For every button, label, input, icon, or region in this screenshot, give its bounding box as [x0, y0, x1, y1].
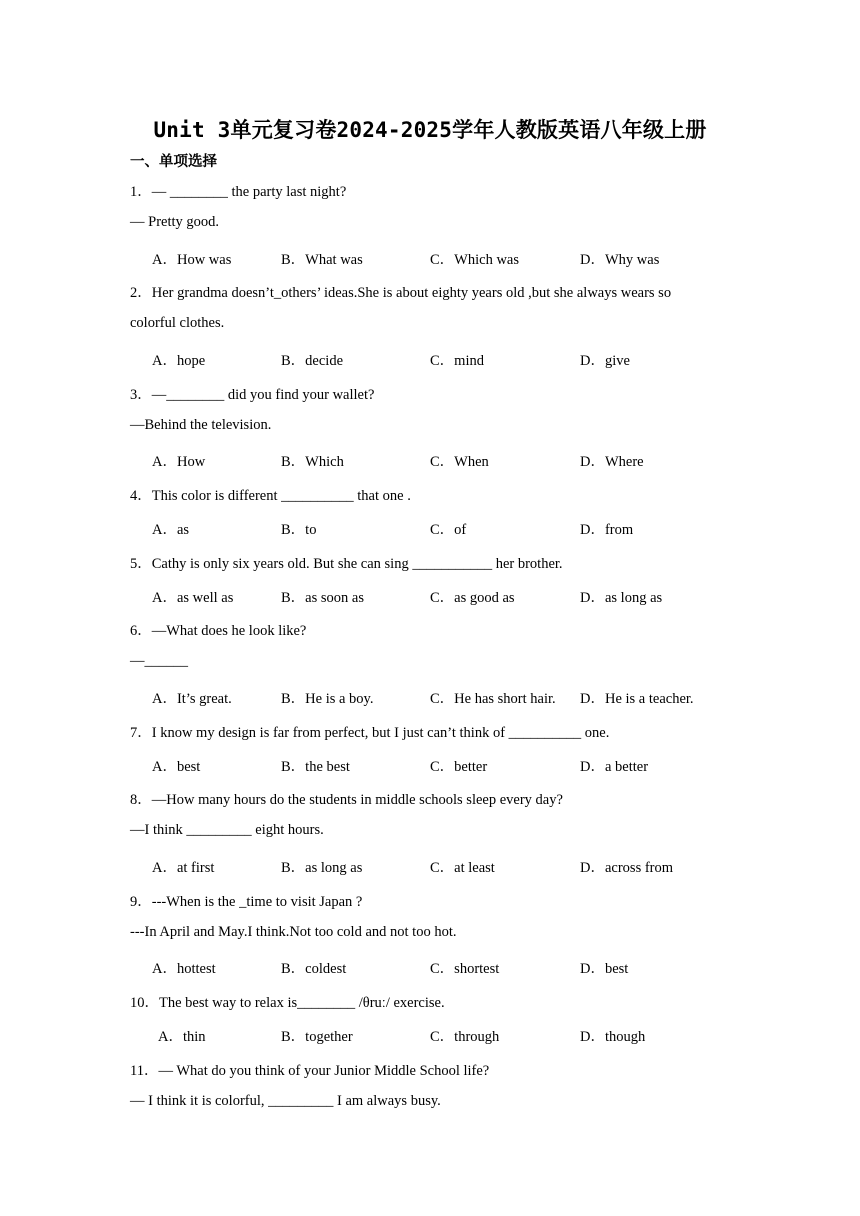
question-stem: 9．---When is the _time to visit Japan ? — [130, 893, 363, 910]
answer-option: B．What was — [281, 251, 363, 268]
question-stem: 4．This color is different __________ that one . — [130, 488, 411, 505]
answer-option: B．the best — [281, 758, 350, 775]
answer-option: C．When — [430, 454, 489, 471]
page-title: Unit 3单元复习卷2024-2025学年人教版英语八年级上册 — [153, 118, 707, 142]
question-line: — I think it is colorful, _________ I am always busy. — [130, 1092, 441, 1109]
question-stem: 1．— ________ the party last night? — [130, 184, 347, 200]
answer-option: A．How was — [152, 251, 232, 268]
answer-option: C．better — [430, 758, 488, 775]
answer-option: A．hope — [152, 353, 206, 369]
question-stem: 6．—What does he look like? — [130, 623, 307, 640]
question-stem: 3．—________ did you find your wallet? — [130, 386, 375, 403]
answer-option: A．hottest — [152, 961, 216, 978]
question-line: —I think _________ eight hours. — [130, 822, 324, 839]
question-line: —______ — [130, 653, 188, 670]
answer-option: C．at least — [430, 860, 495, 876]
question-stem: 5．Cathy is only six years old. But she can sing ___________ her brother. — [130, 555, 563, 572]
answer-option: D．from — [580, 522, 634, 538]
question-line: —Behind the television. — [130, 416, 272, 433]
question-line: colorful clothes. — [130, 315, 225, 332]
answer-option: C．He has short hair. — [430, 691, 556, 707]
question-stem: 8．—How many hours do the students in middle schools sleep every day? — [130, 792, 563, 809]
answer-option: B．He is a boy. — [281, 691, 374, 707]
answer-option: B．Which — [281, 454, 344, 471]
section-heading: 一、单项选择 — [130, 154, 217, 170]
question-stem: 7．I know my design is far from perfect, but I just can’t think of __________ one. — [130, 724, 610, 741]
answer-option: B．to — [281, 522, 317, 538]
answer-option: D．across from — [580, 860, 674, 876]
answer-option: D．He is a teacher. — [580, 691, 694, 707]
answer-option: C．mind — [430, 353, 484, 369]
answer-option: D．give — [580, 353, 630, 369]
answer-option: B．together — [281, 1029, 353, 1045]
answer-option: A．thin — [158, 1029, 206, 1045]
answer-option: C．through — [430, 1029, 500, 1045]
question-stem: 11．— What do you think of your Junior Middle School life? — [130, 1062, 490, 1079]
answer-option: B．as soon as — [281, 589, 364, 606]
answer-option: B．decide — [281, 353, 344, 369]
question-line: ---In April and May.I think.Not too cold and not too hot. — [130, 923, 457, 940]
answer-option: A．How — [152, 454, 206, 471]
answer-option: C．of — [430, 522, 467, 538]
answer-option: D．a better — [580, 758, 649, 775]
answer-option: C．shortest — [430, 961, 500, 978]
answer-option: D．though — [580, 1029, 646, 1045]
answer-option: A．as well as — [152, 589, 234, 606]
answer-option: C．Which was — [430, 251, 519, 268]
answer-option: D．Where — [580, 454, 644, 471]
answer-option: B．coldest — [281, 961, 347, 978]
answer-option: C．as good as — [430, 589, 515, 606]
answer-option: A．best — [152, 758, 201, 775]
answer-option: D．best — [580, 961, 629, 978]
question-stem: 10．The best way to relax is________ /θruː/ exercise. — [130, 995, 445, 1012]
answer-option: D．as long as — [580, 589, 663, 606]
answer-option: A．It’s great. — [152, 691, 232, 707]
answer-option: B．as long as — [281, 860, 363, 876]
answer-option: D．Why was — [580, 251, 660, 268]
question-stem: 2．Her grandma doesn’t_others’ ideas.She is about eighty years old ,but she always wears so — [130, 285, 672, 302]
question-line: — Pretty good. — [130, 213, 220, 230]
answer-option: A．at first — [152, 860, 215, 876]
answer-option: A．as — [152, 522, 190, 538]
